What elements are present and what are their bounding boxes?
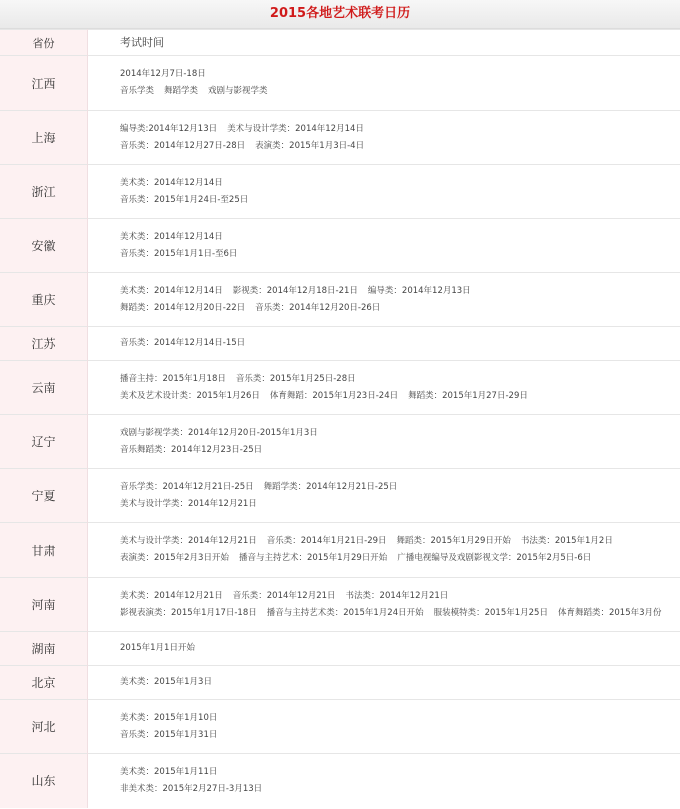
table-row bbox=[0, 578, 680, 632]
exam-item: 舞蹈类：2014年12月20日-22日 bbox=[120, 302, 246, 313]
exam-item: 美术类：2015年1月10日 bbox=[120, 712, 218, 723]
exam-item: 编导类：2014年12月13日 bbox=[367, 285, 471, 296]
exam-item: 编导类:2014年12月13日 bbox=[120, 123, 218, 134]
exam-item: 体育舞蹈：2015年1月23日-24日 bbox=[269, 390, 399, 401]
exam-time-line bbox=[120, 781, 680, 798]
exam-item: 美术与设计学类：2014年12月21日 bbox=[120, 498, 257, 509]
exam-time-line bbox=[120, 371, 680, 388]
exam-time-line bbox=[120, 138, 680, 155]
province-cell: 甘肃 bbox=[0, 523, 88, 578]
exam-time-line bbox=[120, 246, 680, 263]
exam-item: 2014年12月7日-18日 bbox=[120, 69, 206, 79]
table-row bbox=[0, 56, 680, 111]
province-cell: 重庆 bbox=[0, 273, 88, 327]
exam-item: 舞蹈类：2015年1月27日-29日 bbox=[408, 390, 528, 401]
exam-time-line bbox=[120, 335, 680, 352]
exam-item: 舞蹈学类：2014年12月21日-25日 bbox=[263, 481, 398, 492]
exam-item: 2015年1月1日开始 bbox=[120, 643, 195, 653]
table-row bbox=[0, 632, 680, 666]
exam-time-line bbox=[120, 425, 680, 442]
province-cell: 上海 bbox=[0, 111, 88, 165]
exam-time-line bbox=[120, 388, 680, 405]
exam-item: 音乐类：2014年12月20日-26日 bbox=[255, 302, 381, 313]
exam-time-line bbox=[120, 533, 680, 550]
exam-time-cell bbox=[88, 273, 680, 327]
exam-time-line bbox=[120, 605, 680, 622]
exam-time-cell bbox=[88, 219, 680, 273]
exam-time-line bbox=[120, 192, 680, 209]
exam-time-line bbox=[120, 674, 680, 691]
exam-time-cell bbox=[88, 361, 680, 415]
exam-item: 播音主持：2015年1月18日 bbox=[120, 373, 226, 384]
exam-time-cell bbox=[88, 578, 680, 632]
exam-time-cell bbox=[88, 666, 680, 700]
exam-time-line bbox=[120, 640, 680, 657]
province-cell: 云南 bbox=[0, 361, 88, 415]
exam-item: 播音与主持艺术：2015年1月29日开始 bbox=[238, 553, 388, 563]
exam-item: 音乐类：2015年1月1日-至6日 bbox=[120, 248, 238, 259]
exam-item: 美术与设计学类：2014年12月14日 bbox=[227, 123, 364, 134]
exam-item: 体育舞蹈类：2015年3月份 bbox=[557, 607, 662, 618]
exam-time-line bbox=[120, 121, 680, 138]
province-cell: 河南 bbox=[0, 578, 88, 632]
exam-time-line bbox=[120, 83, 680, 100]
exam-item: 表演类：2015年2月3日开始 bbox=[120, 553, 229, 563]
exam-time-line bbox=[120, 283, 680, 300]
province-cell: 北京 bbox=[0, 666, 88, 700]
time-column-header: 考试时间 bbox=[88, 30, 680, 56]
exam-time-line bbox=[120, 550, 680, 567]
province-cell: 安徽 bbox=[0, 219, 88, 273]
province-column-header: 省份 bbox=[0, 30, 88, 56]
exam-time-cell bbox=[88, 415, 680, 469]
exam-item: 书法类：2015年1月2日 bbox=[520, 536, 613, 546]
exam-item: 美术类：2014年12月14日 bbox=[120, 231, 223, 242]
exam-item: 美术类：2014年12月14日 bbox=[120, 177, 223, 188]
exam-item: 服装模特类：2015年1月25日 bbox=[433, 607, 548, 618]
exam-item: 音乐学类：2014年12月21日-25日 bbox=[120, 481, 254, 492]
exam-item: 戏剧与影视学类 bbox=[208, 86, 268, 96]
exam-item: 表演类：2015年1月3日-4日 bbox=[255, 140, 365, 151]
table-row bbox=[0, 415, 680, 469]
exam-time-line bbox=[120, 479, 680, 496]
exam-item: 舞蹈学类 bbox=[164, 86, 199, 96]
exam-time-cell bbox=[88, 469, 680, 523]
exam-item: 音乐学类 bbox=[120, 86, 155, 96]
exam-time-cell bbox=[88, 700, 680, 754]
exam-item: 音乐类：2015年1月24日-至25日 bbox=[120, 194, 249, 205]
exam-item: 影视类：2014年12月18日-21日 bbox=[232, 285, 358, 296]
exam-time-line bbox=[120, 66, 680, 83]
province-cell: 辽宁 bbox=[0, 415, 88, 469]
exam-item: 美术类：2014年12月14日 bbox=[120, 285, 223, 296]
table-row bbox=[0, 666, 680, 700]
exam-time-line bbox=[120, 442, 680, 459]
table-row bbox=[0, 111, 680, 165]
exam-item: 戏剧与影视学类：2014年12月20日-2015年1月3日 bbox=[120, 427, 318, 438]
exam-time-line bbox=[120, 710, 680, 727]
table-row bbox=[0, 754, 680, 808]
exam-item: 影视表演类：2015年1月17日-18日 bbox=[120, 607, 257, 618]
exam-item: 美术与设计学类：2014年12月21日 bbox=[120, 536, 257, 546]
exam-item: 非美术类：2015年2月27日-3月13日 bbox=[120, 783, 263, 794]
exam-time-cell bbox=[88, 632, 680, 666]
table-row bbox=[0, 273, 680, 327]
province-cell: 江西 bbox=[0, 56, 88, 111]
exam-time-line bbox=[120, 175, 680, 192]
province-cell: 山东 bbox=[0, 754, 88, 808]
exam-item: 音乐舞蹈类：2014年12月23日-25日 bbox=[120, 444, 263, 455]
exam-time-cell bbox=[88, 56, 680, 111]
province-cell: 湖南 bbox=[0, 632, 88, 666]
exam-item: 美术类：2014年12月21日 bbox=[120, 590, 223, 601]
exam-item: 音乐类：2014年1月21日-29日 bbox=[266, 536, 387, 546]
exam-item: 舞蹈类：2015年1月29日开始 bbox=[396, 536, 511, 546]
province-cell: 浙江 bbox=[0, 165, 88, 219]
exam-time-cell bbox=[88, 165, 680, 219]
exam-time-line bbox=[120, 496, 680, 513]
exam-time-line bbox=[120, 300, 680, 317]
exam-table bbox=[0, 29, 680, 808]
exam-item: 音乐类：2015年1月25日-28日 bbox=[235, 373, 356, 384]
exam-time-line bbox=[120, 229, 680, 246]
table-row bbox=[0, 523, 680, 578]
table-row bbox=[0, 700, 680, 754]
province-cell: 江苏 bbox=[0, 327, 88, 361]
exam-time-cell bbox=[88, 111, 680, 165]
table-row bbox=[0, 219, 680, 273]
exam-item: 音乐类：2014年12月21日 bbox=[232, 590, 336, 601]
exam-item: 美术及艺术设计类：2015年1月26日 bbox=[120, 390, 260, 401]
exam-item: 音乐类：2015年1月31日 bbox=[120, 729, 218, 740]
exam-item: 广播电视编导及戏剧影视文学：2015年2月5日-6日 bbox=[397, 553, 592, 563]
page-title: 2015各地艺术联考日历 bbox=[0, 0, 680, 29]
table-row bbox=[0, 469, 680, 523]
province-cell: 河北 bbox=[0, 700, 88, 754]
exam-time-line bbox=[120, 588, 680, 605]
table-row bbox=[0, 165, 680, 219]
table-row bbox=[0, 327, 680, 361]
exam-time-line bbox=[120, 764, 680, 781]
exam-item: 美术类：2015年1月3日 bbox=[120, 677, 212, 687]
exam-item: 美术类：2015年1月11日 bbox=[120, 766, 218, 777]
table-row bbox=[0, 361, 680, 415]
exam-time-cell bbox=[88, 523, 680, 578]
province-cell: 宁夏 bbox=[0, 469, 88, 523]
exam-item: 播音与主持艺术类：2015年1月24日开始 bbox=[266, 607, 424, 618]
exam-item: 音乐类：2014年12月27日-28日 bbox=[120, 140, 246, 151]
exam-item: 书法类：2014年12月21日 bbox=[345, 590, 449, 601]
exam-time-cell bbox=[88, 754, 680, 808]
exam-time-cell bbox=[88, 327, 680, 361]
exam-item: 音乐类：2014年12月14日-15日 bbox=[120, 338, 246, 348]
table-header-row bbox=[0, 30, 680, 56]
exam-time-line bbox=[120, 727, 680, 744]
